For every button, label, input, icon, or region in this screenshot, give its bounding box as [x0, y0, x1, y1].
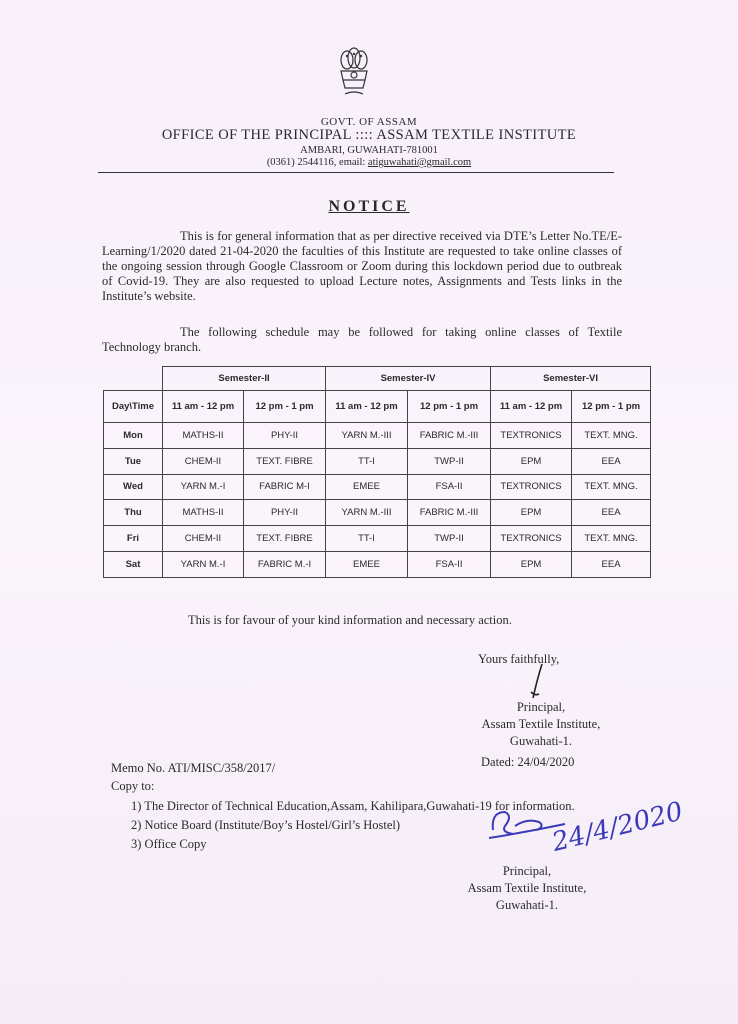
subject-cell: EEA: [572, 552, 651, 578]
subject-cell: EPM: [491, 552, 572, 578]
subject-cell: FABRIC M.-I: [244, 552, 326, 578]
signature-icon: [527, 662, 547, 702]
subject-cell: PHY-II: [244, 422, 326, 448]
day-cell: Fri: [104, 526, 163, 552]
header-govt: GOVT. OF ASSAM: [320, 116, 418, 128]
header-email: atiguwahati@gmail.com: [367, 157, 472, 168]
list-item: 2) Notice Board (Institute/Boy’s Hostel/Girl’s Hostel): [131, 818, 401, 832]
subject-cell: YARN M.-I: [163, 474, 244, 500]
subject-cell: FSA-II: [408, 474, 491, 500]
table-row: [104, 448, 651, 474]
header-divider: [98, 172, 614, 173]
subject-cell: TEXTRONICS: [491, 474, 572, 500]
subject-cell: PHY-II: [244, 500, 326, 526]
subject-cell: YARN M.-III: [326, 422, 408, 448]
table-row: [104, 552, 651, 578]
subject-cell: TT-I: [326, 526, 408, 552]
list-item: 1) The Director of Technical Education,Assam, Kahilipara,Guwahati-19 for information.: [131, 799, 575, 813]
subject-cell: CHEM-II: [163, 448, 244, 474]
subject-cell: TEXTRONICS: [491, 422, 572, 448]
header-contact: [0, 157, 738, 168]
table-row: [104, 422, 651, 448]
subject-cell: EMEE: [326, 552, 408, 578]
semester-header: Semester-IV: [326, 367, 491, 391]
header-office: OFFICE OF THE PRINCIPAL :::: ASSAM TEXTILE INSTITUTE: [161, 127, 577, 143]
notice-paragraph-1: This is for general information that as per directive received via DTE’s Letter No.TE/E-Learning/1/2020 dated 21-04-2020 the faculties of this Institute are requested to take online classes of the ongoing session through Google Classroom or Zoom during this lockdown period due to outbreak of Covid-19. They are also requested to upload Lecture notes, Assignments and Tests links in the Institute’s website.: [102, 229, 622, 303]
subject-cell: EEA: [572, 500, 651, 526]
signatory-city: Guwahati-1.: [509, 734, 573, 748]
semester-header: Semester-II: [163, 367, 326, 391]
subject-cell: TEXT. MNG.: [572, 526, 651, 552]
schedule-table: [103, 366, 651, 578]
subject-cell: MATHS-II: [163, 500, 244, 526]
day-cell: Thu: [104, 500, 163, 526]
time-slot: 11 am - 12 pm: [491, 390, 572, 422]
copy-to-label: Copy to:: [111, 779, 155, 793]
subject-cell: EMEE: [326, 474, 408, 500]
subject-cell: TEXT. MNG.: [572, 422, 651, 448]
table-row: [104, 526, 651, 552]
subject-cell: TT-I: [326, 448, 408, 474]
time-slot: 11 am - 12 pm: [326, 390, 408, 422]
stamp-date: 24/4/2020: [549, 796, 686, 858]
subject-cell: TWP-II: [408, 526, 491, 552]
subject-cell: EPM: [491, 500, 572, 526]
signatory-org: Assam Textile Institute,: [467, 881, 587, 895]
subject-cell: TEXT. FIBRE: [244, 448, 326, 474]
table-row: [104, 500, 651, 526]
notice-body: [102, 229, 622, 304]
subject-cell: CHEM-II: [163, 526, 244, 552]
time-slot: 12 pm - 1 pm: [572, 390, 651, 422]
subject-cell: EPM: [491, 448, 572, 474]
time-slot: 11 am - 12 pm: [163, 390, 244, 422]
subject-cell: YARN M.-I: [163, 552, 244, 578]
dated-line: Dated: 24/04/2020: [481, 755, 575, 769]
state-emblem-icon: [333, 44, 375, 104]
semester-header: Semester-VI: [491, 367, 651, 391]
table-row: [104, 474, 651, 500]
notice-title: NOTICE: [328, 198, 410, 215]
time-slot: 12 pm - 1 pm: [408, 390, 491, 422]
day-cell: Sat: [104, 552, 163, 578]
header-phone: (0361) 2544116, email:: [266, 157, 368, 168]
subject-cell: YARN M.-III: [326, 500, 408, 526]
subject-cell: FABRIC M-I: [244, 474, 326, 500]
subject-cell: TEXT. FIBRE: [244, 526, 326, 552]
subject-cell: TEXTRONICS: [491, 526, 572, 552]
signatory-title: Principal,: [502, 864, 552, 878]
day-cell: Wed: [104, 474, 163, 500]
list-item: 3) Office Copy: [131, 837, 207, 851]
handwritten-receipt-stamp: [487, 782, 686, 858]
favour-line: This is for favour of your kind information and necessary action.: [188, 613, 512, 627]
day-time-label: Day\Time: [104, 390, 163, 422]
table-corner: [104, 367, 163, 391]
signatory-block-footer: [452, 863, 602, 914]
header-address: AMBARI, GUWAHATI-781001: [300, 145, 438, 156]
time-slot-row: [104, 390, 651, 422]
subject-cell: FABRIC M.-III: [408, 500, 491, 526]
schedule-intro: [102, 325, 622, 355]
notice-paragraph-2: The following schedule may be followed for taking online classes of Textile Technology branch.: [102, 325, 622, 354]
day-cell: Tue: [104, 448, 163, 474]
memo-number: Memo No. ATI/MISC/358/2017/: [111, 761, 276, 775]
signatory-title: Principal,: [516, 700, 566, 714]
time-slot: 12 pm - 1 pm: [244, 390, 326, 422]
semester-header-row: [104, 367, 651, 391]
subject-cell: EEA: [572, 448, 651, 474]
closing-line: Yours faithfully,: [478, 652, 560, 666]
subject-cell: MATHS-II: [163, 422, 244, 448]
subject-cell: TEXT. MNG.: [572, 474, 651, 500]
subject-cell: FSA-II: [408, 552, 491, 578]
subject-cell: TWP-II: [408, 448, 491, 474]
signatory-city: Guwahati-1.: [495, 898, 559, 912]
signatory-org: Assam Textile Institute,: [481, 717, 601, 731]
subject-cell: FABRIC M.-III: [408, 422, 491, 448]
signatory-block: [466, 699, 616, 750]
day-cell: Mon: [104, 422, 163, 448]
